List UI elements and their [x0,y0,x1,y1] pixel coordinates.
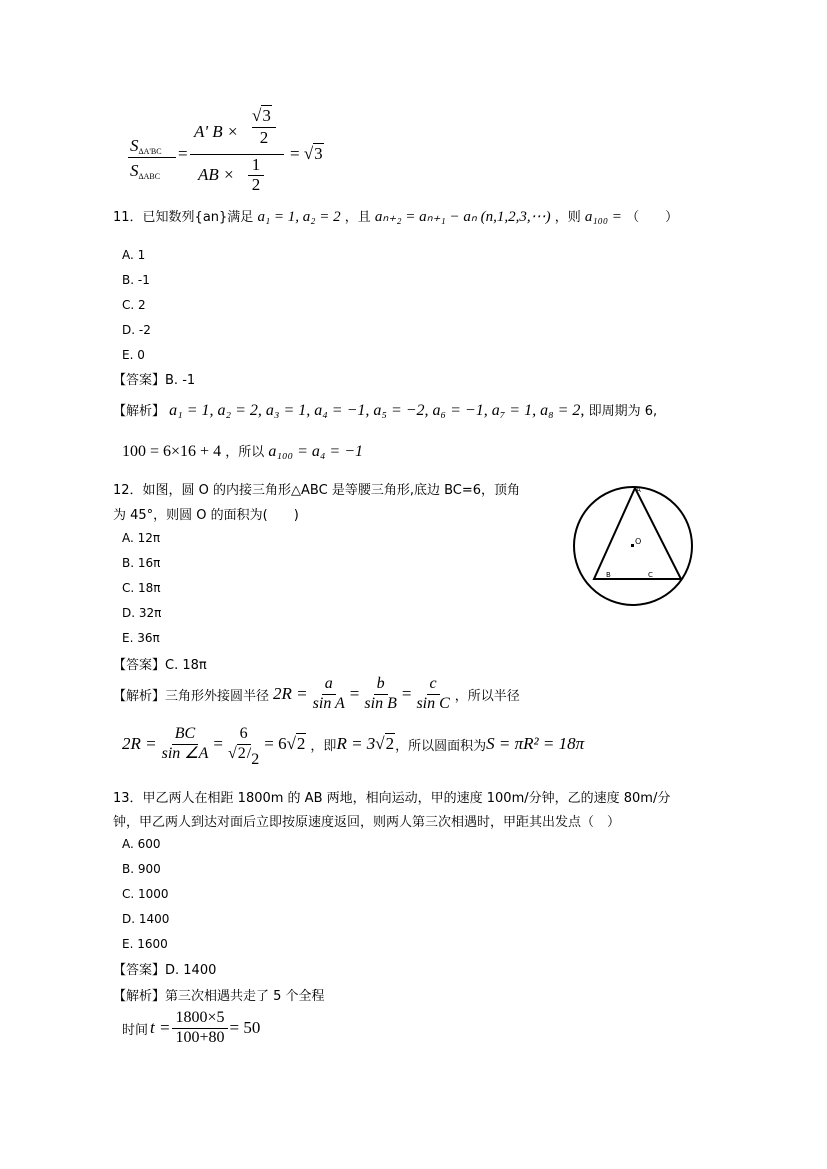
q12-stem-line1: 12．如图，圆 O 的内接三角形△ABC 是等腰三角形,底边 BC=6，顶角 [113,483,521,498]
q12-frac-b [361,675,399,713]
eq-2: = [349,684,360,703]
q12-2r-b: 2R = [122,734,157,753]
center-point [631,544,634,547]
q12-analysis-mid: ，即 [310,738,337,754]
q12-analysis-2 [122,716,584,772]
eq-3: = [401,684,412,703]
q11-mid: ，且 [344,210,371,225]
q12-a: a [322,675,336,694]
q11-stem [113,206,678,226]
q11-analysis-seq: a₁ = 1, a₂ = 2, a₃ = 1, a₄ = −1, a₅ = −2, a₆ = −1, a₇ = 1, a₈ = 2, [169,402,585,419]
one: 1 [248,155,264,176]
q12-analysis-tail2: ，所以圆面积为 [395,738,487,754]
sqrt3-result: 3 [314,144,323,163]
q12-stem-line2: 为 45°，则圆 O 的面积为( ) [113,508,299,523]
q11-prefix: 11．已知数列{an}满足 [113,210,254,225]
q11-analysis-period: 即周期为 6, [588,404,658,419]
q12-r: R = 3 [336,734,376,753]
q11-target: a₁₀₀ = [584,209,622,225]
sqrt3: 3 [262,106,271,125]
q11-analysis-1 [113,400,657,420]
label-c: C [648,571,653,579]
circle-triangle-figure [568,480,698,610]
s-ratio [128,136,176,181]
eq-4: = [213,734,223,753]
two-b: 2 [251,175,261,194]
q11-option-e: E. 0 [122,348,145,362]
q13-frac [172,1009,227,1047]
q12-frac-c [413,675,452,713]
q12-sqrt2-over-2: √2/2 [228,744,260,768]
q13-answer [113,959,216,978]
q12-b: b [374,675,388,694]
q11-given2: aₙ₊₂ = aₙ₊₁ − aₙ (n,1,2,3,⋯) [374,209,551,225]
q11-option-b: B. -1 [122,273,150,287]
q13-option-e: E. 1600 [122,937,168,951]
q12-sin-angle-a: sin ∠A [161,744,209,762]
q12-option-e: E. 36π [122,631,160,645]
q13-time [122,1004,260,1052]
triangle-abc [594,488,681,579]
label-b: B [606,571,611,579]
q13-option-d: D. 1400 [122,912,170,926]
q12-sina: sin A [312,694,345,712]
label-o: O [635,537,642,546]
eq-sqrt3: = √3 [290,144,323,163]
eq-1: = [178,144,188,163]
q13-num: 1800×5 [172,1009,227,1028]
q12-c: c [427,675,440,694]
sqrt3-frac: √3 [252,106,271,125]
q11-answer-value: B. -1 [165,373,196,388]
q11-answer [113,369,195,388]
q12-frac-6 [225,725,262,768]
q12-analysis-tail1: ，所以半径 [454,688,520,704]
q13-analysis [113,985,325,1004]
q12-r-sqrt: √2 [375,734,395,753]
q12-six: 6 [237,725,251,744]
q12-sqrt2c: 2 [385,734,395,753]
q11-paren: （ ） [626,210,679,225]
q11-analysis-label: 【解析】 [113,404,166,419]
s-num-sub: ΔA'BC [138,147,162,156]
q13-result: = 50 [229,1018,261,1037]
q13-time-label: 时间 [122,1022,149,1038]
q13-option-b: B. 900 [122,862,161,876]
q12-analysis-1 [113,672,520,716]
label-a: A [636,486,641,494]
q11-analysis-result: a₁₀₀ = a₄ = −1 [268,443,364,460]
q13-option-a: A. 600 [122,837,161,851]
s-den-sub: ΔABC [138,172,161,181]
q13-option-c: C. 1000 [122,887,169,901]
q13-stem-line1: 13．甲乙两人在相距 1800m 的 AB 两地，相向运动，甲的速度 100m/分钟，乙的速度 80m/分 [113,791,671,806]
q12-over2: 2 [251,750,260,768]
q13-analysis-text: 第三次相遇共走了 5 个全程 [165,989,325,1004]
q12-eq6: = 6 [264,734,287,753]
q11-analysis-so: ，所以 [225,445,265,460]
q12-sqrt2: 2 [237,744,246,762]
q12-sqrt2-result: √2 [286,734,306,753]
q12-option-c: C. 18π [122,581,161,595]
q11-answer-label: 【答案】 [113,373,166,388]
big-fraction [190,108,284,195]
s-num: S [130,136,139,155]
q13-answer-value: D. 1400 [165,963,217,978]
q12-analysis-label: 【解析】 [113,688,166,704]
q11-option-d: D. -2 [122,323,151,337]
q11-given1: a₁ = 1, a₂ = 2 [257,209,341,225]
q12-frac-a [310,675,348,713]
q11-option-a: A. 1 [122,248,146,262]
q12-option-a: A. 12π [122,531,161,545]
q13-den: 100+80 [175,1028,225,1046]
q12-option-d: D. 32π [122,606,162,620]
q11-suffix: ，则 [554,210,581,225]
q11-option-c: C. 2 [122,298,146,312]
q13-t: t = [150,1018,171,1037]
q12-2r: 2R = [273,684,308,703]
q13-analysis-label: 【解析】 [113,989,166,1004]
q12-answer [113,654,207,673]
q12-answer-label: 【答案】 [113,658,166,673]
q12-sinb: sin B [364,694,397,712]
q12-answer-value: C. 18π [165,658,207,673]
q12-option-b: B. 16π [122,556,161,570]
q12-sqrt2b: 2 [296,734,306,753]
q12-frac-bc [159,725,212,763]
two: 2 [252,127,276,148]
q12-analysis-text: 三角形外接圆半径 [165,688,270,704]
q12-bc: BC [172,725,198,744]
q11-analysis-2 [122,441,363,461]
q12-sinc: sin C [416,694,450,712]
ab-times: AB × [198,165,235,184]
s-den: S [130,161,139,180]
a-prime-b: A' B × [194,122,239,141]
q11-analysis-calc: 100 = 6×16 + 4 [122,443,222,460]
q13-stem-line2: 钟，甲乙两人到达对面后立即按原速度返回，则两人第三次相遇时，甲距其出发点（ ） [113,815,621,830]
q12-area: S = πR² = 18π [486,734,585,753]
q13-answer-label: 【答案】 [113,963,166,978]
